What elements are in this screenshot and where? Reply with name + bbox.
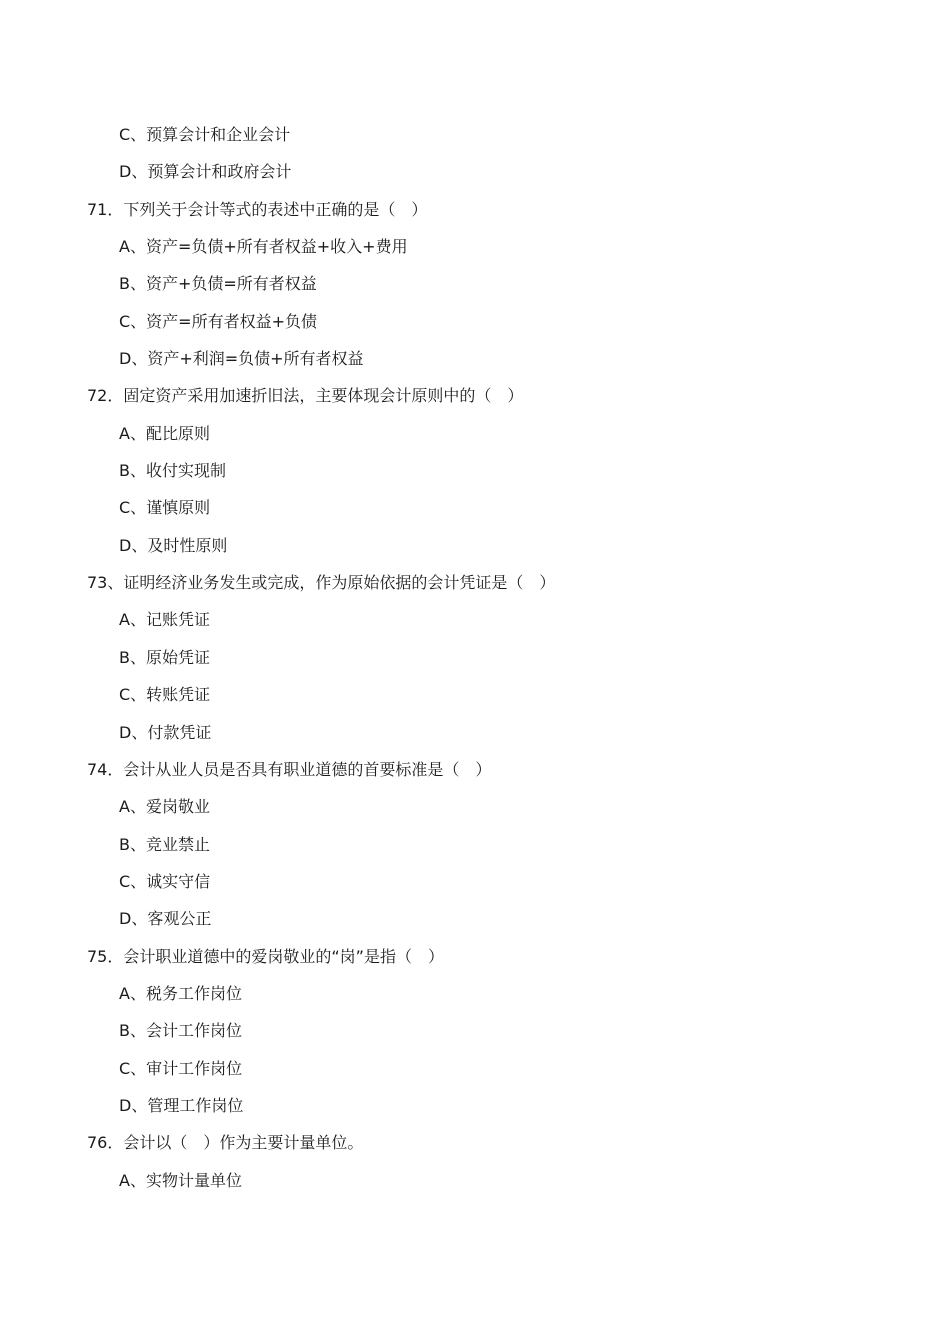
question-line: 72．固定资产采用加速折旧法，主要体现会计原则中的（ ） bbox=[87, 386, 524, 406]
option-line: C、资产=所有者权益+负债 bbox=[119, 311, 317, 331]
option-line: D、预算会计和政府会计 bbox=[119, 162, 292, 182]
option-line: C、预算会计和企业会计 bbox=[119, 125, 291, 144]
option-line: A、税务工作岗位 bbox=[119, 983, 242, 1003]
option-line: A、资产=负债+所有者权益+收入+费用 bbox=[119, 237, 408, 257]
option-line: C、转账凭证 bbox=[119, 685, 211, 705]
question-line: 73、证明经济业务发生或完成，作为原始依据的会计凭证是（ ） bbox=[87, 573, 556, 593]
option-line: D、付款凭证 bbox=[119, 722, 212, 742]
option-line: D、管理工作岗位 bbox=[119, 1095, 244, 1115]
option-line: D、资产+利润=负债+所有者权益 bbox=[119, 349, 364, 369]
option-line: A、爱岗敬业 bbox=[119, 797, 210, 817]
option-line: B、原始凭证 bbox=[119, 647, 210, 667]
question-line: 75．会计职业道德中的爱岗敬业的“岗”是指（ ） bbox=[87, 946, 444, 966]
option-line: A、实物计量单位 bbox=[119, 1170, 242, 1190]
option-line: B、会计工作岗位 bbox=[119, 1021, 242, 1041]
question-line: 71．下列关于会计等式的表述中正确的是（ ） bbox=[87, 199, 428, 219]
option-line: B、资产+负债=所有者权益 bbox=[119, 274, 317, 294]
option-line: D、客观公正 bbox=[119, 909, 212, 929]
question-line: 74．会计从业人员是否具有职业道德的首要标准是（ ） bbox=[87, 759, 492, 779]
option-line: C、谨慎原则 bbox=[119, 498, 211, 518]
option-line: A、记账凭证 bbox=[119, 610, 210, 630]
option-line: B、竞业禁止 bbox=[119, 834, 210, 854]
option-line: C、审计工作岗位 bbox=[119, 1058, 243, 1078]
option-line: B、收付实现制 bbox=[119, 461, 226, 481]
option-line: A、配比原则 bbox=[119, 423, 210, 443]
option-line: D、及时性原则 bbox=[119, 535, 228, 555]
question-line: 76．会计以（ ）作为主要计量单位。 bbox=[87, 1133, 364, 1153]
option-line: C、诚实守信 bbox=[119, 871, 211, 891]
question-list bbox=[0, 116, 950, 1199]
